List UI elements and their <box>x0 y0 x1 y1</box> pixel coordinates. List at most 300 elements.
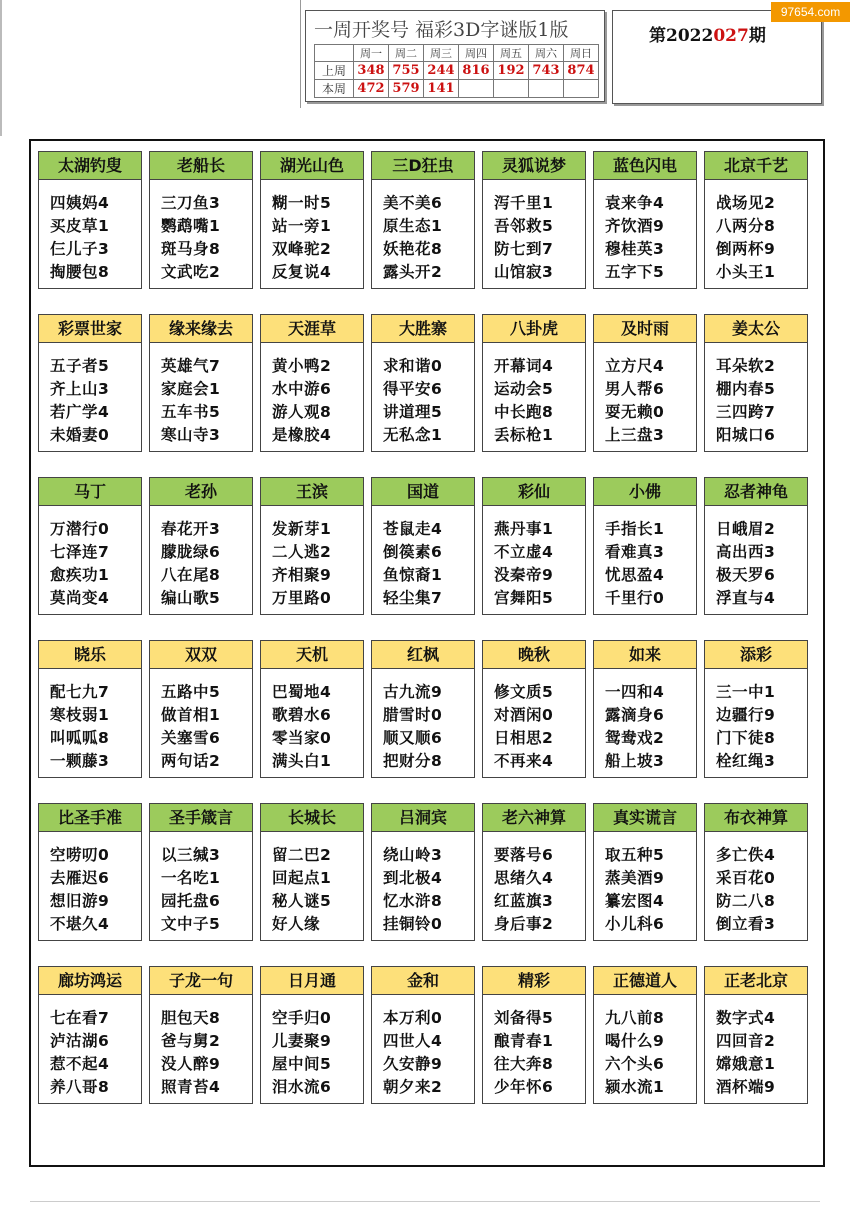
riddle-line: 照青苔4 <box>161 1078 221 1096</box>
author-name: 大胜寨 <box>372 315 474 343</box>
draw-number <box>529 80 564 98</box>
riddle-line: 寒枝弱1 <box>50 706 110 724</box>
riddle-line: 回起点1 <box>272 869 332 887</box>
riddle-line: 做首相1 <box>161 706 221 724</box>
riddle-line: 纂宏图4 <box>605 892 665 910</box>
riddle-line: 四世人4 <box>383 1032 443 1050</box>
riddle-line: 发新芽1 <box>272 520 332 538</box>
riddle-line: 挂铜铃0 <box>383 915 443 933</box>
riddle-card <box>371 966 475 1104</box>
riddle-line: 门下徒8 <box>716 729 776 747</box>
riddle-line: 八两分8 <box>716 217 776 235</box>
draw-number <box>564 80 599 98</box>
riddle-line: 养八哥8 <box>50 1078 110 1096</box>
riddle-line: 文武吃2 <box>161 263 221 281</box>
riddle-line: 对酒闲0 <box>494 706 554 724</box>
riddle-line: 文中子5 <box>161 915 221 933</box>
riddle-card <box>38 966 142 1104</box>
riddle-line: 极天罗6 <box>716 566 776 584</box>
riddle-lines <box>150 180 252 284</box>
riddle-lines <box>594 669 696 773</box>
riddle-line: 没人醉9 <box>161 1055 221 1073</box>
riddle-card <box>593 151 697 289</box>
riddle-lines <box>372 995 474 1099</box>
riddle-line: 求和谐0 <box>383 357 443 375</box>
riddle-line: 得平安6 <box>383 380 443 398</box>
riddle-line: 男人帮6 <box>605 380 665 398</box>
riddle-line: 胆包天8 <box>161 1009 221 1027</box>
riddle-lines <box>372 832 474 936</box>
riddle-line: 蒸美酒9 <box>605 869 665 887</box>
riddle-card <box>371 640 475 778</box>
riddle-line: 掏腰包8 <box>50 263 110 281</box>
riddle-line: 酿青春1 <box>494 1032 554 1050</box>
riddle-line: 两句话2 <box>161 752 221 770</box>
riddle-line: 三一中1 <box>716 683 776 701</box>
riddle-line: 小儿科6 <box>605 915 665 933</box>
author-name: 精彩 <box>483 967 585 995</box>
author-name: 天涯草 <box>261 315 363 343</box>
riddle-card <box>704 640 808 778</box>
this-week-row <box>315 80 599 98</box>
day-cell: 周三 <box>424 45 459 62</box>
riddle-line: 七泽连7 <box>50 543 110 561</box>
riddle-line: 朝夕来2 <box>383 1078 443 1096</box>
riddle-line: 黄小鸭2 <box>272 357 332 375</box>
draw-number: 816 <box>459 62 494 80</box>
riddle-line: 船上坡3 <box>605 752 665 770</box>
riddle-line: 露头开2 <box>383 263 443 281</box>
issue-suffix: 期 <box>748 26 766 46</box>
weekly-draw-table <box>305 10 605 102</box>
riddle-line: 修文质5 <box>494 683 554 701</box>
issue-box <box>612 10 822 104</box>
riddle-line: 美不美6 <box>383 194 443 212</box>
author-name: 湖光山色 <box>261 152 363 180</box>
issue-number <box>649 21 766 46</box>
riddle-line: 丢标枪1 <box>494 426 554 444</box>
riddle-line: 六个头6 <box>605 1055 665 1073</box>
riddle-line: 反复说4 <box>272 263 332 281</box>
author-name: 正德道人 <box>594 967 696 995</box>
riddle-lines <box>261 832 363 936</box>
riddle-line: 以三缄3 <box>161 846 221 864</box>
riddle-card <box>371 477 475 615</box>
riddle-line: 防七到7 <box>494 240 554 258</box>
riddle-line: 穆桂英3 <box>605 240 665 258</box>
riddle-line: 妖艳花8 <box>383 240 443 258</box>
draw-number: 141 <box>424 80 459 98</box>
riddle-card <box>593 477 697 615</box>
riddle-line: 忆水浒8 <box>383 892 443 910</box>
riddle-lines <box>372 343 474 447</box>
author-name: 红枫 <box>372 641 474 669</box>
riddle-line: 腊雪时0 <box>383 706 443 724</box>
riddle-lines <box>261 669 363 773</box>
riddle-line: 倒立看3 <box>716 915 776 933</box>
riddle-lines <box>261 506 363 610</box>
riddle-line: 吾邻救5 <box>494 217 554 235</box>
riddle-lines <box>705 669 807 773</box>
riddle-line: 莫尚变4 <box>50 589 110 607</box>
riddle-lines <box>705 506 807 610</box>
riddle-lines <box>594 343 696 447</box>
riddle-line: 斑马身8 <box>161 240 221 258</box>
author-name: 长城长 <box>261 804 363 832</box>
riddle-line: 一颗藤3 <box>50 752 110 770</box>
riddle-line: 顺又顺6 <box>383 729 443 747</box>
riddle-card <box>38 803 142 941</box>
riddle-card <box>371 151 475 289</box>
riddle-line: 糊一时5 <box>272 194 332 212</box>
riddle-card <box>704 803 808 941</box>
day-cell: 周日 <box>564 45 599 62</box>
riddle-card <box>371 314 475 452</box>
day-cell: 周六 <box>529 45 564 62</box>
riddle-line: 儿妻聚9 <box>272 1032 332 1050</box>
riddle-line: 愈疾功1 <box>50 566 110 584</box>
riddle-lines <box>483 995 585 1099</box>
author-name: 马丁 <box>39 478 141 506</box>
last-week-label: 上周 <box>315 62 354 80</box>
riddle-line: 惹不起4 <box>50 1055 110 1073</box>
riddle-line: 未婚妻0 <box>50 426 110 444</box>
riddle-line: 配七九7 <box>50 683 110 701</box>
riddle-line: 五子者5 <box>50 357 110 375</box>
riddle-line: 零当家0 <box>272 729 332 747</box>
riddle-line: 宫舞阳5 <box>494 589 554 607</box>
riddle-line: 爸与舅2 <box>161 1032 221 1050</box>
riddle-lines <box>594 506 696 610</box>
author-name: 廊坊鸿运 <box>39 967 141 995</box>
author-name: 忍者神龟 <box>705 478 807 506</box>
riddle-card <box>593 966 697 1104</box>
riddle-line: 耳朵软2 <box>716 357 776 375</box>
author-name: 金和 <box>372 967 474 995</box>
riddle-line: 颍水流1 <box>605 1078 665 1096</box>
author-name: 老六神算 <box>483 804 585 832</box>
day-cell: 周二 <box>389 45 424 62</box>
riddle-line: 小头王1 <box>716 263 776 281</box>
riddle-line: 露滴身6 <box>605 706 665 724</box>
riddle-line: 苍鼠走4 <box>383 520 443 538</box>
author-name: 天机 <box>261 641 363 669</box>
riddle-line: 不立虚4 <box>494 543 554 561</box>
riddle-line: 泪水流6 <box>272 1078 332 1096</box>
riddle-line: 倒两杯9 <box>716 240 776 258</box>
riddle-line: 往大奔8 <box>494 1055 554 1073</box>
author-name: 真实谎言 <box>594 804 696 832</box>
riddle-card <box>593 803 697 941</box>
riddle-lines <box>150 669 252 773</box>
riddle-line: 取五种5 <box>605 846 665 864</box>
riddle-lines <box>39 180 141 284</box>
riddle-line: 去雁迟6 <box>50 869 110 887</box>
riddle-line: 本万利0 <box>383 1009 443 1027</box>
riddle-line: 四回音2 <box>716 1032 776 1050</box>
riddle-line: 没秦帝9 <box>494 566 554 584</box>
draw-grid <box>314 44 599 98</box>
riddle-line: 看难真3 <box>605 543 665 561</box>
riddle-card <box>149 966 253 1104</box>
day-cell: 周一 <box>354 45 389 62</box>
riddle-line: 数字式4 <box>716 1009 776 1027</box>
riddle-line: 齐饮酒9 <box>605 217 665 235</box>
riddle-line: 立方尺4 <box>605 357 665 375</box>
riddle-card <box>704 477 808 615</box>
riddle-line: 朦胧绿6 <box>161 543 221 561</box>
riddle-card <box>260 966 364 1104</box>
issue-prefix: 第2022 <box>649 26 714 46</box>
author-name: 圣手箴言 <box>150 804 252 832</box>
riddle-line: 好人缘 <box>272 915 321 933</box>
riddle-line: 鱼惊裔1 <box>383 566 443 584</box>
riddle-card <box>704 966 808 1104</box>
author-name: 老孙 <box>150 478 252 506</box>
riddle-line: 把财分8 <box>383 752 443 770</box>
riddle-lines <box>261 995 363 1099</box>
author-name: 彩仙 <box>483 478 585 506</box>
author-name: 老船长 <box>150 152 252 180</box>
riddle-line: 多亡佚4 <box>716 846 776 864</box>
riddle-line: 倒篌素6 <box>383 543 443 561</box>
riddle-line: 采百花0 <box>716 869 776 887</box>
riddle-card <box>149 314 253 452</box>
left-edge-line <box>0 0 2 136</box>
riddle-lines <box>594 995 696 1099</box>
riddle-line: 七在看7 <box>50 1009 110 1027</box>
riddle-line: 日峨眉2 <box>716 520 776 538</box>
author-name: 北京千艺 <box>705 152 807 180</box>
riddle-card <box>38 477 142 615</box>
riddle-card <box>371 803 475 941</box>
author-name: 彩票世家 <box>39 315 141 343</box>
riddle-line: 园托盘6 <box>161 892 221 910</box>
riddle-line: 泻千里1 <box>494 194 554 212</box>
draw-number: 472 <box>354 80 389 98</box>
riddle-line: 万里路0 <box>272 589 332 607</box>
riddle-line: 开幕词4 <box>494 357 554 375</box>
riddle-line: 五路中5 <box>161 683 221 701</box>
riddle-lines <box>483 669 585 773</box>
riddle-line: 万潜行0 <box>50 520 110 538</box>
riddle-lines <box>150 343 252 447</box>
author-name: 布衣神算 <box>705 804 807 832</box>
riddle-line: 原生态1 <box>383 217 443 235</box>
riddle-lines <box>372 180 474 284</box>
riddle-line: 想旧游9 <box>50 892 110 910</box>
riddle-line: 歌碧水6 <box>272 706 332 724</box>
riddle-line: 高出西3 <box>716 543 776 561</box>
riddle-line: 春花开3 <box>161 520 221 538</box>
weekly-draw-title: 一周开奖号 福彩3D字谜版1版 <box>314 19 569 41</box>
author-name: 八卦虎 <box>483 315 585 343</box>
draw-number: 755 <box>389 62 424 80</box>
riddle-line: 忧思盈4 <box>605 566 665 584</box>
riddle-line: 酒杯端9 <box>716 1078 776 1096</box>
draw-number <box>494 80 529 98</box>
riddle-lines <box>39 995 141 1099</box>
riddle-line: 寒山寺3 <box>161 426 221 444</box>
riddle-line: 上三盘3 <box>605 426 665 444</box>
author-name: 及时雨 <box>594 315 696 343</box>
author-name: 蓝色闪电 <box>594 152 696 180</box>
riddle-line: 三刀鱼3 <box>161 194 221 212</box>
author-name: 三D狂虫 <box>372 152 474 180</box>
author-name: 晓乐 <box>39 641 141 669</box>
riddle-line: 九八前8 <box>605 1009 665 1027</box>
author-name: 正老北京 <box>705 967 807 995</box>
riddle-line: 水中游6 <box>272 380 332 398</box>
riddle-line: 棚内春5 <box>716 380 776 398</box>
corner-cell <box>315 45 354 62</box>
riddle-card <box>260 477 364 615</box>
riddle-line: 燕丹事1 <box>494 520 554 538</box>
riddle-lines <box>39 669 141 773</box>
riddle-line: 到北极4 <box>383 869 443 887</box>
riddle-card <box>704 314 808 452</box>
riddle-card <box>704 151 808 289</box>
riddle-line: 千里行0 <box>605 589 665 607</box>
riddle-line: 是橡胶4 <box>272 426 332 444</box>
author-name: 吕洞宾 <box>372 804 474 832</box>
author-name: 日月通 <box>261 967 363 995</box>
riddle-line: 编山歌5 <box>161 589 221 607</box>
last-week-row <box>315 62 599 80</box>
header-divider <box>300 0 301 108</box>
riddle-line: 不再来4 <box>494 752 554 770</box>
riddle-line: 思绪久4 <box>494 869 554 887</box>
riddle-lines <box>705 995 807 1099</box>
riddle-line: 要落号6 <box>494 846 554 864</box>
riddle-lines <box>150 506 252 610</box>
riddle-line: 红蓝旗3 <box>494 892 554 910</box>
day-header-row <box>315 45 599 62</box>
riddle-lines <box>705 343 807 447</box>
riddle-line: 久安静9 <box>383 1055 443 1073</box>
author-name: 王滨 <box>261 478 363 506</box>
riddle-line: 不堪久4 <box>50 915 110 933</box>
riddle-card <box>149 151 253 289</box>
riddle-card <box>38 151 142 289</box>
riddle-card <box>260 314 364 452</box>
draw-number: 348 <box>354 62 389 80</box>
riddle-line: 留二巴2 <box>272 846 332 864</box>
riddle-line: 叫呱呱8 <box>50 729 110 747</box>
riddle-line: 屋中间5 <box>272 1055 332 1073</box>
riddle-card <box>593 314 697 452</box>
riddle-lines <box>705 180 807 284</box>
riddle-card <box>260 640 364 778</box>
author-name: 子龙一句 <box>150 967 252 995</box>
riddle-lines <box>261 343 363 447</box>
riddle-card <box>38 314 142 452</box>
author-name: 姜太公 <box>705 315 807 343</box>
author-name: 灵狐说梦 <box>483 152 585 180</box>
riddle-line: 刘备得5 <box>494 1009 554 1027</box>
bottom-divider <box>30 1201 820 1202</box>
riddle-line: 英雄气7 <box>161 357 221 375</box>
riddle-lines <box>150 832 252 936</box>
author-name: 缘来缘去 <box>150 315 252 343</box>
riddle-line: 仨儿子3 <box>50 240 110 258</box>
draw-number: 579 <box>389 80 424 98</box>
riddle-card <box>482 477 586 615</box>
riddle-line: 齐相聚9 <box>272 566 332 584</box>
riddle-card <box>482 966 586 1104</box>
riddle-line: 五字下5 <box>605 263 665 281</box>
riddle-card <box>482 640 586 778</box>
riddle-line: 边疆行9 <box>716 706 776 724</box>
riddle-lines <box>483 832 585 936</box>
draw-number: 244 <box>424 62 459 80</box>
riddle-line: 轻尘集7 <box>383 589 443 607</box>
riddle-line: 关塞雪6 <box>161 729 221 747</box>
riddle-line: 战场见2 <box>716 194 776 212</box>
riddle-line: 家庭会1 <box>161 380 221 398</box>
issue-number-red: 027 <box>713 26 749 46</box>
riddle-line: 鸳鸯戏2 <box>605 729 665 747</box>
riddle-lines <box>372 506 474 610</box>
riddle-line: 买皮草1 <box>50 217 110 235</box>
riddle-lines <box>39 506 141 610</box>
riddle-board <box>29 139 825 1167</box>
riddle-line: 中长跑8 <box>494 403 554 421</box>
author-name: 太湖钓叟 <box>39 152 141 180</box>
day-cell: 周五 <box>494 45 529 62</box>
riddle-line: 古九流9 <box>383 683 443 701</box>
riddle-line: 少年怀6 <box>494 1078 554 1096</box>
riddle-line: 四姨妈4 <box>50 194 110 212</box>
site-watermark[interactable]: 97654.com <box>771 2 850 22</box>
riddle-line: 秘人谜5 <box>272 892 332 910</box>
riddle-line: 巴蜀地4 <box>272 683 332 701</box>
riddle-line: 八在尾8 <box>161 566 221 584</box>
riddle-line: 喝什么9 <box>605 1032 665 1050</box>
riddle-line: 讲道理5 <box>383 403 443 421</box>
riddle-line: 日相思2 <box>494 729 554 747</box>
this-week-label: 本周 <box>315 80 354 98</box>
riddle-line: 袁来争4 <box>605 194 665 212</box>
author-name: 双双 <box>150 641 252 669</box>
riddle-line: 阳城口6 <box>716 426 776 444</box>
riddle-card <box>149 477 253 615</box>
riddle-line: 防二八8 <box>716 892 776 910</box>
riddle-line: 手指长1 <box>605 520 665 538</box>
riddle-line: 空手归0 <box>272 1009 332 1027</box>
riddle-lines <box>483 180 585 284</box>
riddle-lines <box>372 669 474 773</box>
day-cell: 周四 <box>459 45 494 62</box>
riddle-card <box>260 151 364 289</box>
riddle-card <box>482 314 586 452</box>
riddle-card <box>149 803 253 941</box>
riddle-line: 站一旁1 <box>272 217 332 235</box>
riddle-line: 绕山岭3 <box>383 846 443 864</box>
riddle-lines <box>261 180 363 284</box>
riddle-card <box>260 803 364 941</box>
riddle-lines <box>39 832 141 936</box>
riddle-lines <box>594 832 696 936</box>
author-name: 比圣手准 <box>39 804 141 832</box>
riddle-lines <box>150 995 252 1099</box>
author-name: 如来 <box>594 641 696 669</box>
riddle-line: 三四跨7 <box>716 403 776 421</box>
riddle-lines <box>483 506 585 610</box>
riddle-line: 满头白1 <box>272 752 332 770</box>
draw-number <box>459 80 494 98</box>
riddle-line: 鹦鹉嘴1 <box>161 217 221 235</box>
